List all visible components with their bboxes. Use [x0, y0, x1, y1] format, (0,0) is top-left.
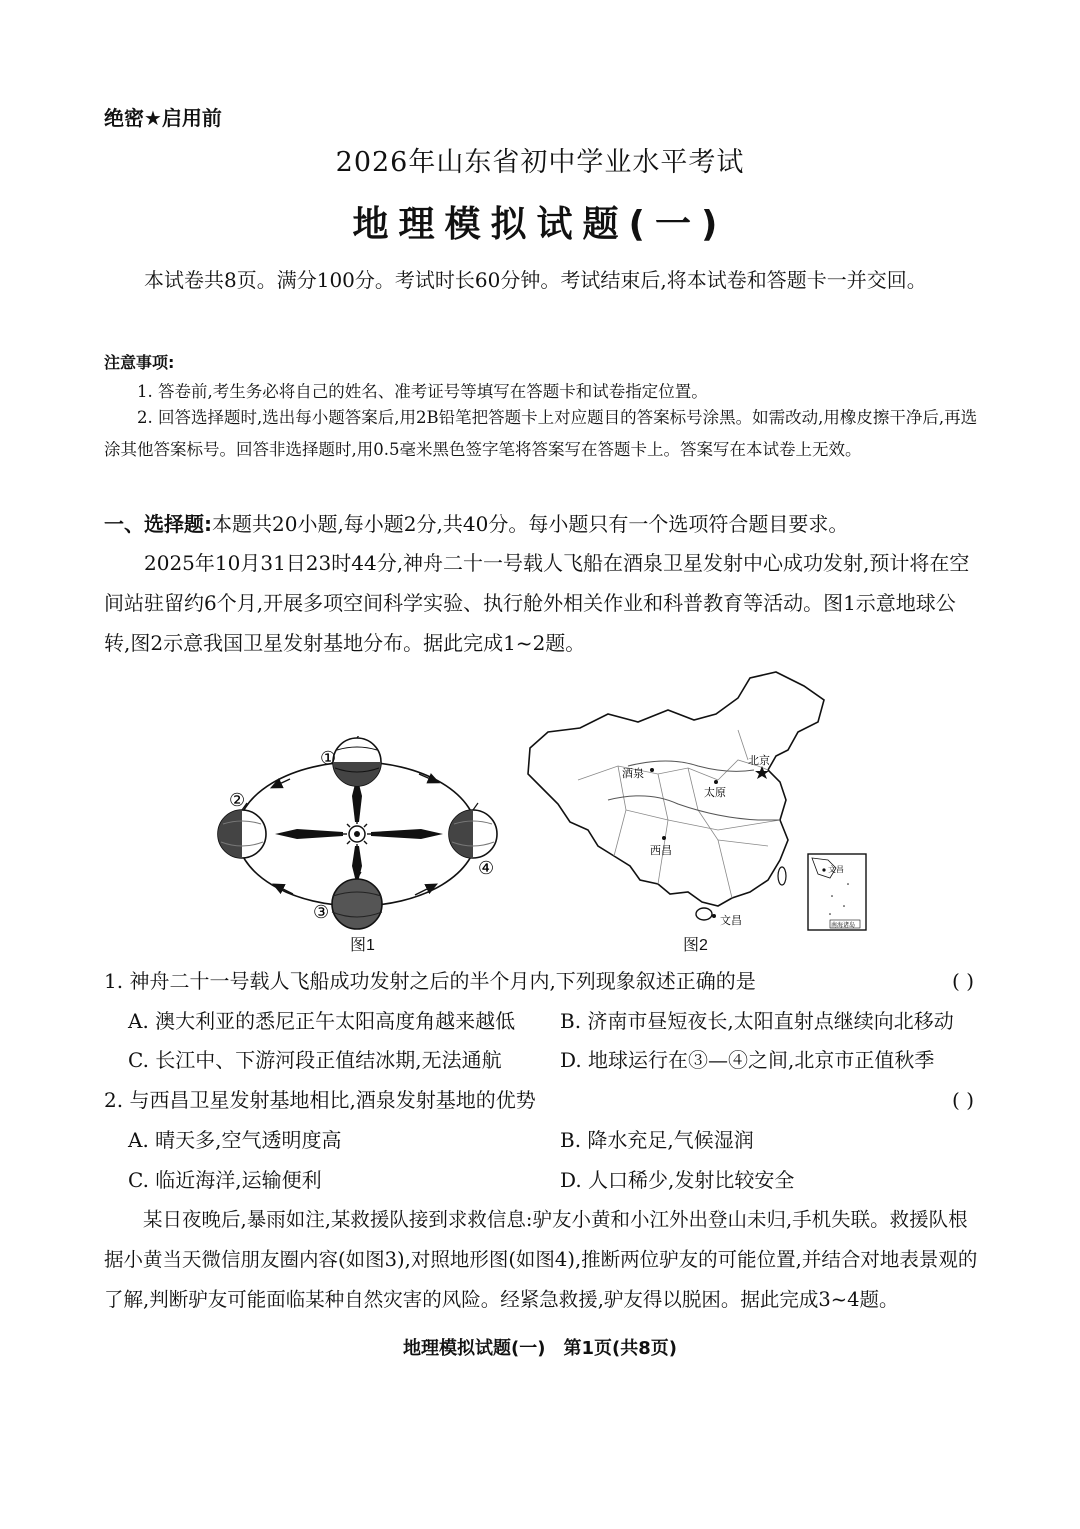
section-description: 本题共20小题,每小题2分,共40分。每小题只有一个选项符合题目要求。 [212, 512, 849, 536]
q2-option-a: A. 晴天多,空气透明度高 [128, 1128, 342, 1152]
inset-city-label: 文昌 [828, 865, 844, 874]
south-china-sea-inset [808, 854, 866, 930]
city-label-jiuquan: 酒泉 [622, 768, 644, 780]
question-2-stem: 2. 与西昌卫星发射基地相比,酒泉发射基地的优势 [104, 1088, 536, 1112]
notes-title: 注意事项: [104, 353, 175, 372]
section-label: 一、选择题: [104, 512, 212, 536]
q2-option-d: D. 人口稀少,发射比较安全 [560, 1168, 795, 1192]
figure-2-china-map [518, 670, 868, 932]
question-1 [104, 962, 980, 1000]
confidential-mark: 绝密★启用前 [104, 106, 222, 130]
figure-1-caption: 图1 [350, 937, 375, 954]
note-item-1: 1. 答卷前,考生务必将自己的姓名、准考证号等填写在答题卡和试卷指定位置。 [137, 382, 708, 401]
question-2 [104, 1081, 980, 1119]
passage-1: 2025年10月31日23时44分,神舟二十一号载人飞船在酒泉卫星发射中心成功发射,预计将在空间站驻留约6个月,开展多项空间科学实验、执行舱外相关作业和科普教育等活动。图1示意地球公转,图2示意我国卫星发射基地分布。据此完成1~2题。 [104, 551, 970, 655]
position-label-3: ③ [313, 902, 330, 923]
exam-intro: 本试卷共8页。满分100分。考试时长60分钟。考试结束后,将本试卷和答题卡一并交回。 [144, 268, 927, 292]
figure-2-caption: 图2 [683, 937, 708, 954]
position-label-1: ① [320, 748, 337, 769]
earth-position-2 [218, 803, 266, 858]
figure-1-earth-revolution [205, 736, 515, 936]
city-label-beijing: 北京 [748, 755, 770, 767]
earth-position-1 [333, 736, 381, 786]
page-footer: 地理模拟试题(一) 第1页(共8页) [403, 1338, 677, 1359]
q1-option-b: B. 济南市昼短夜长,太阳直射点继续向北移动 [560, 1009, 954, 1033]
exam-title: 2026年山东省初中学业水平考试 [335, 147, 745, 178]
inset-title: 南海诸岛 [831, 923, 856, 929]
question-1-stem: 1. 神舟二十一号载人飞船成功发射之后的半个月内,下列现象叙述正确的是 [104, 969, 756, 993]
city-label-wenchang: 文昌 [720, 915, 742, 927]
earth-position-3 [332, 872, 382, 929]
q1-option-d: D. 地球运行在③—④之间,北京市正值秋季 [560, 1048, 935, 1072]
sun-icon [343, 820, 371, 848]
q2-option-b: B. 降水充足,气候湿润 [560, 1128, 754, 1152]
q1-option-c: C. 长江中、下游河段正值结冰期,无法通航 [128, 1048, 502, 1072]
answer-blank-1: ( ) [952, 969, 974, 993]
city-label-taiyuan: 太原 [704, 787, 726, 799]
note-item-2: 2. 回答选择题时,选出每小题答案后,用2B铅笔把答题卡上对应题目的答案标号涂黑。如需改动,用橡皮擦干净后,再选涂其他答案标号。回答非选择题时,用0.5毫米黑色签字笔将答案写在答题卡上。答案写在本试卷上无效。 [104, 408, 978, 459]
paper-title: 地理模拟试题(一) [352, 204, 728, 245]
answer-blank-2: ( ) [952, 1088, 974, 1112]
position-label-2: ② [229, 790, 246, 811]
position-label-4: ④ [478, 858, 495, 879]
q1-option-a: A. 澳大利亚的悉尼正午太阳高度角越来越低 [128, 1009, 516, 1033]
section-heading [104, 504, 980, 544]
passage-2: 某日夜晚后,暴雨如注,某救援队接到求救信息:驴友小黄和小江外出登山未归,手机失联。救援队根据小黄当天微信朋友圈内容(如图3),对照地形图(如图4),推断两位驴友的可能位置,并结合对地表景观的了解,判断驴友可能面临某种自然灾害的风险。经紧急救援,驴友得以脱困。据此完成3~4题。 [104, 1208, 978, 1311]
q2-option-c: C. 临近海洋,运输便利 [128, 1168, 322, 1192]
city-label-xichang: 西昌 [650, 845, 672, 857]
earth-position-4 [449, 803, 497, 858]
